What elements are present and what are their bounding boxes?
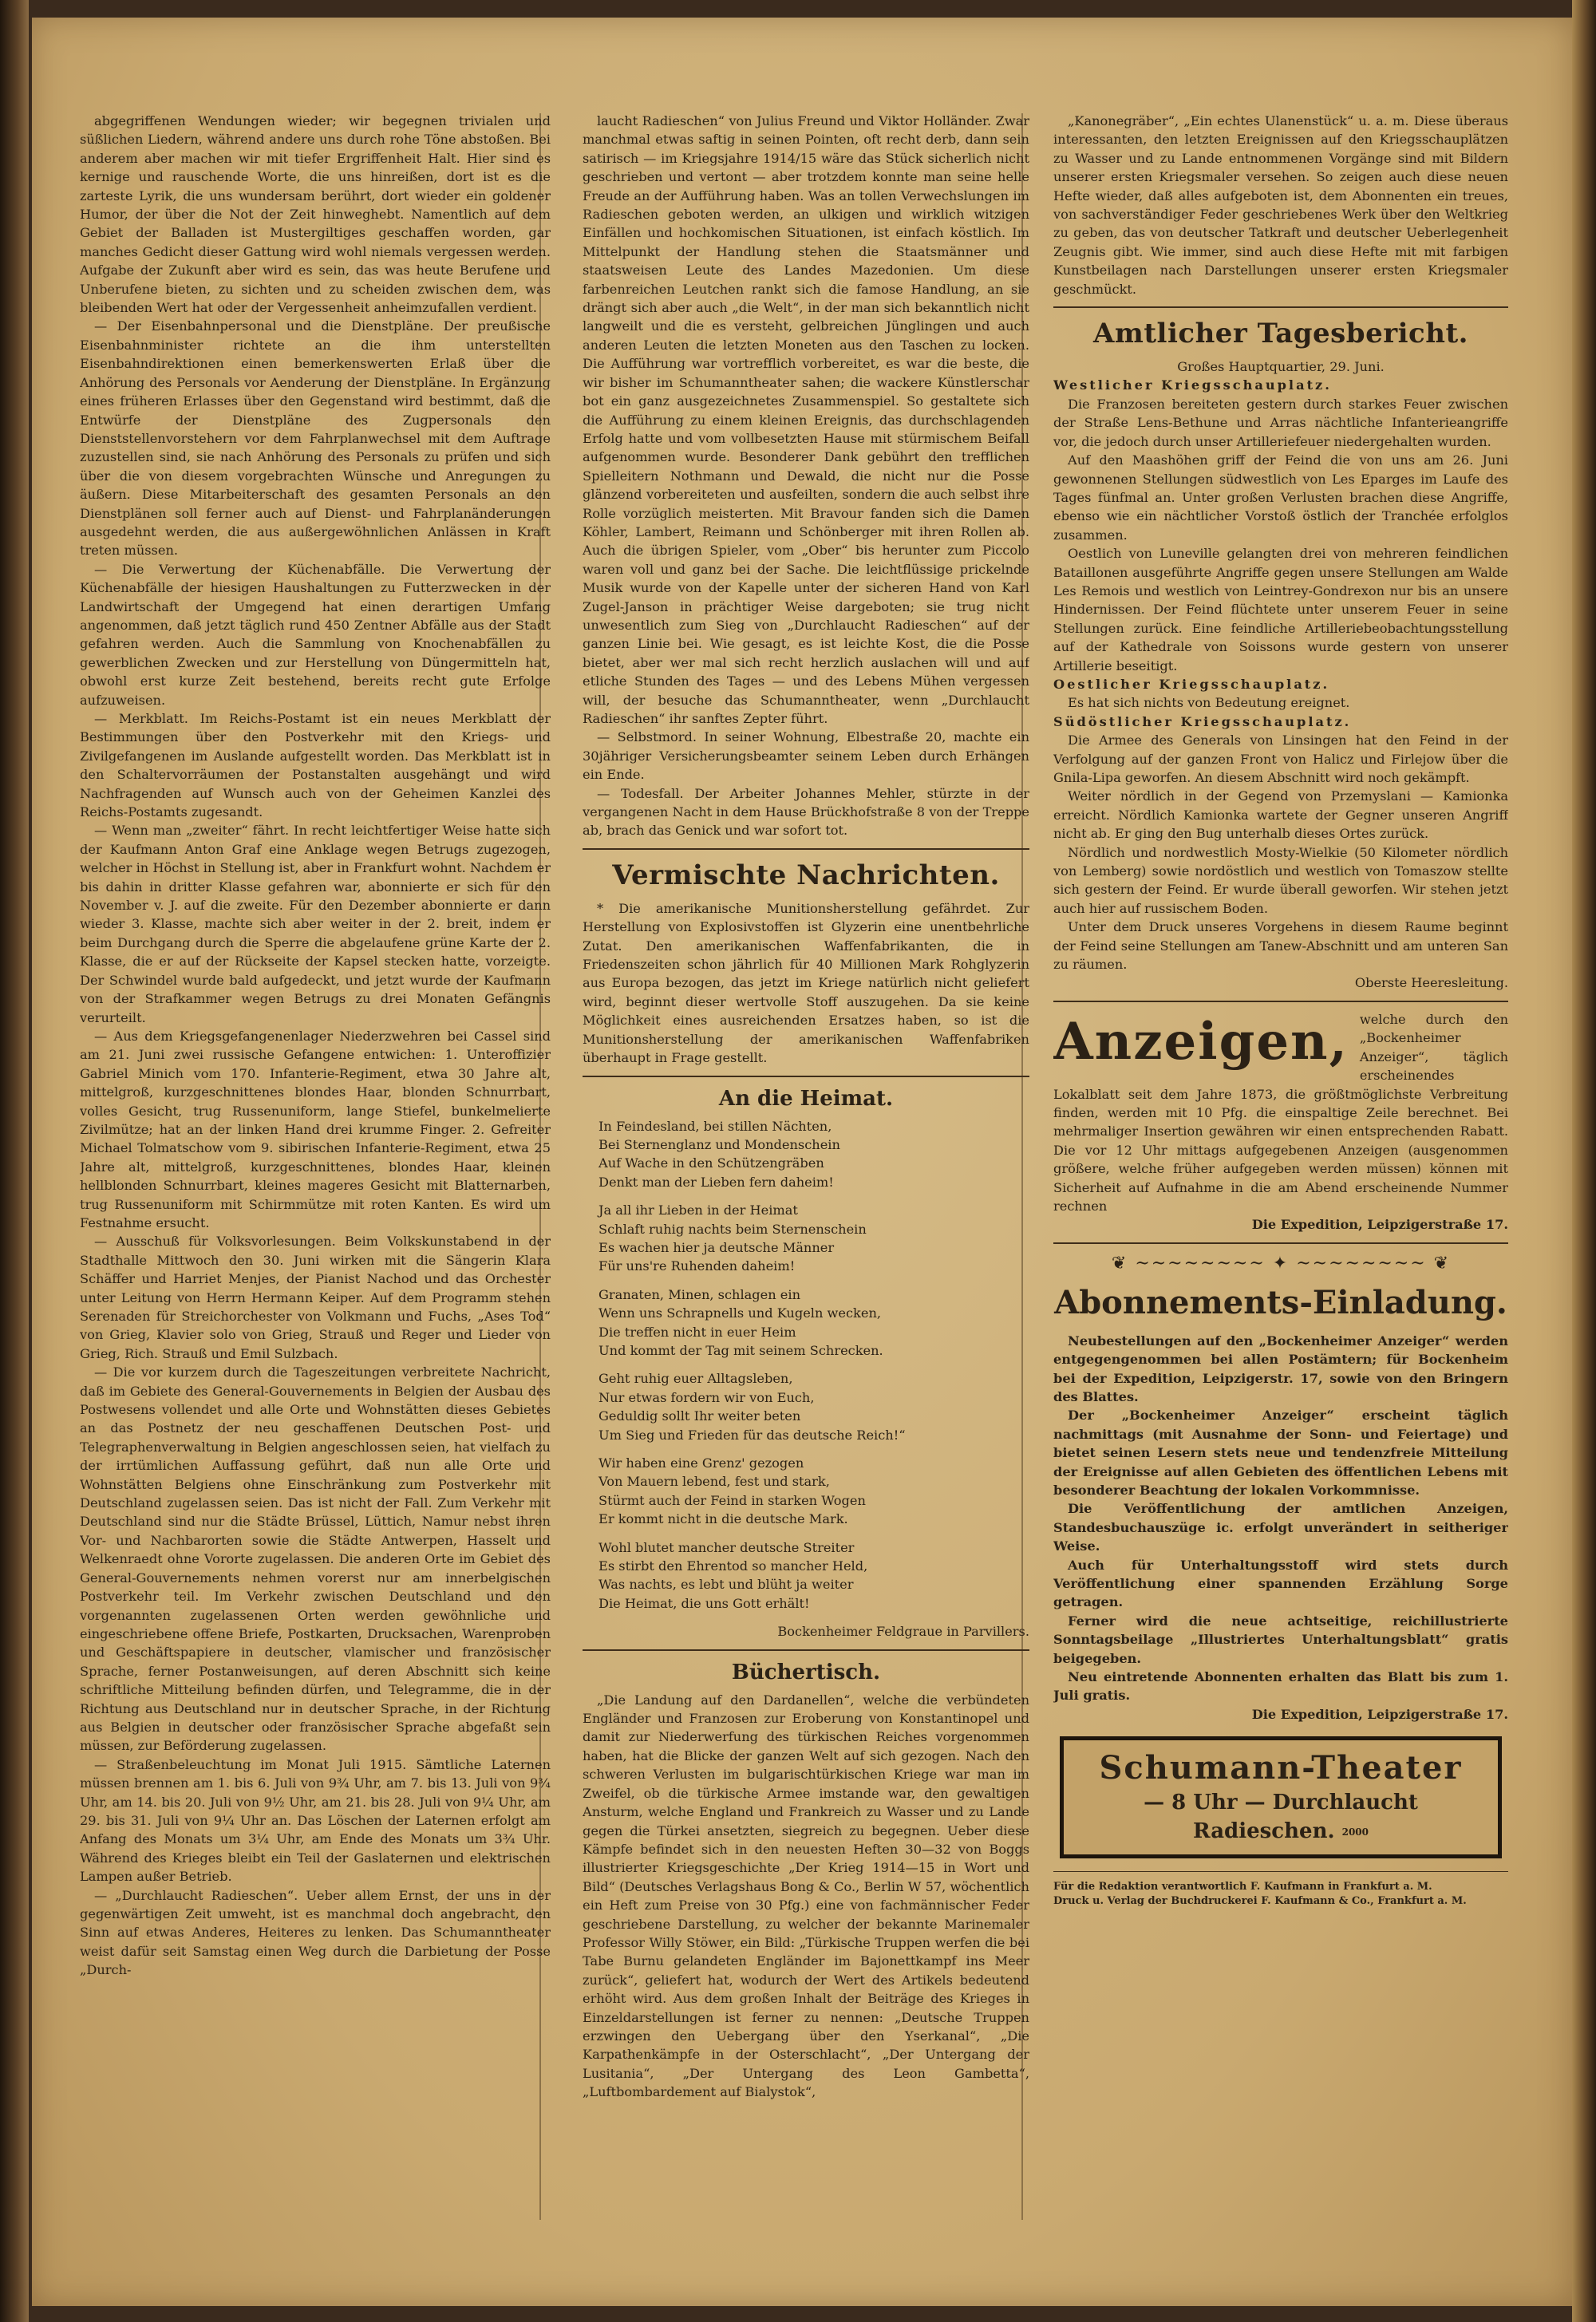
section-divider <box>1053 1242 1508 1244</box>
poem-line: Wenn uns Schrapnells und Kugeln wecken, <box>598 1305 882 1321</box>
column-middle <box>583 112 1029 2274</box>
theater-program-text: — 8 Uhr — Durchlaucht Radieschen. <box>1144 1791 1418 1844</box>
anzeigen-text: welche durch den „Bockenheimer Anzeiger“, täglich erscheinendes Lokalblatt seit dem Jahre 1873, die größtmöglichste Verbreitung finden, werden mit 10 Pfg. die einspaltige Zeile berechnet. Bei mehrmaliger Insertion gewähren wir einen entsprechenden Rabatt. Die vor 12 Uhr mittags aufgegebenen Anzeigen (ausgenommen größere, welche früher aufgegeben werden müssen) können mit Sicherheit auf Aufnahme in die am Abend erscheinende Nummer rechnen <box>1053 1011 1508 1214</box>
poem-line: Es stirbt den Ehrentod so mancher Held, <box>598 1558 868 1574</box>
article-paragraph: — „Durchlaucht Radieschen“. Ueber allem Ernst, der uns in der gegenwärtigen Zeit umweht, ist es manchmal doch angebracht, den Sinn auf etwas Anderes, Heiteres zu lenken. Das Schumanntheater weist dafür seit Samstag einen Weg durch die Darbietung der Posse „Durch- <box>80 1887 551 1978</box>
article-paragraph: — Aus dem Kriegsgefangenenlager Niederzwehren bei Cassel sind am 21. Juni zwei russische Gefangene entwichen: 1. Unteroffizier Gabriel Minich vom 170. Infanterie-Regiment, etwa 30 Jahre alt, mittelgroß, kurzgeschnittenes blondes Haar, blonden Schnurrbart, volles Gesicht, trug Russenuniform, lange Stiefel, bunkelmelierte Zivilmütze; hat an der linken Hand drei krumme Finger. 2. Gefreiter Michael Tolmatschow vom 9. sibirischen Infanterie-Regiment, etwa 25 Jahre alt, mittelgroß, kurzgeschnittenes, blondes Haar, kleinen hellblonden Schnurrbart, kleines mageres Gesicht mit Blatternarben, trug Russenuniform mit Schirmmütze mit roten Kanten. Es wird um Festnahme ersucht. <box>80 1028 551 1230</box>
article-paragraph: laucht Radieschen“ von Julius Freund und Viktor Holländer. Zwar manchmal etwas saftig in seinen Pointen, oft recht derb, dann sein satirisch — im Kriegsjahre 1914/15 wäre das Stück sicherlich nicht geschrieben und vertont — aber trotzdem konnte man seine helle Freude an der Aufführung haben. Was an tollen Verwechslungen im Radieschen geboten werden, an ulkigen und wirklich witzigen Einfällen und hochkomischen Situationen, ist einfach köstlich. Im Mittelpunkt der Handlung stehen die Staatsmänner und staatsweisen Leute des Landes Mazedonien. Um diese farbenreichen Leutchen rankt sich die famose Handlung, an sie drängt sich aber auch „die Welt“, in der man sich bekanntlich nicht langweilt und die es versteht, gelbreichen Jünglingen und auch anderen Leuten die letzten Moneten aus den Taschen zu locken. Die Aufführung war vortrefflich vorbereitet, es war die beste, die wir bisher im Schumanntheater sahen; die wackere Künstlerschar bot ein ganz ausgezeichnetes Zusammenspiel. So gestaltete sich die Aufführung zu einem kleinen Ereignis, das durchschlagenden Erfolg hatte und vom vollbesetzten Hause mit stürmischem Beifall aufgenommen wurde. Besonderer Dank gebührt den trefflichen Spielleitern Nothmann und Dewald, die nicht nur die Posse glänzend vorbereiteten und ausfeilten, sondern die auch selbst ihre Rolle vorzüglich meisterten. Mit Bravour fanden sich die Damen Köhler, Lambert, Reimann und Schönberger mit ihren Rollen ab. Auch die übrigen Spieler, vom „Ober“ bis herunter zum Piccolo waren voll und ganz bei der Sache. Die leichtflüssige prickelnde Musik wurde von der Kapelle unter der sicheren Hand von Karl Zugel-Janson in prächtiger Weise dargeboten; sie trug nicht unwesentlich zum Sieg von „Durchlaucht Radieschen“ auf der ganzen Linie bei. Wie gesagt, es ist leichte Kost, die die Posse bietet, aber wer mal sich recht herzlich auslachen will und auf etliche Stunden des Tages — und des Lebens Mühen vergessen will, der besuche das Schumanntheater, wenn „Durchlaucht Radieschen“ ihr sanftes Zepter führt. <box>583 113 1029 726</box>
article-paragraph: — Straßenbeleuchtung im Monat Juli 1915. Sämtliche Laternen müssen brennen am 1. bis 6. Juli von 9¾ Uhr, am 7. bis 13. Juli von 9¾ Uhr, am 14. bis 20. Juli von 9½ Uhr, am 21. bis 28. Juli von 9¼ Uhr, am 29. bis 31. Juli von 9¼ Uhr an. Das Löschen der Laternen erfolgt am Anfang des Monats um 3¼ Uhr, am Ende des Monats um 3¾ Uhr. Während des Krieges bleibt ein Teil der Gaslaternen und elektrischen Lampen außer Betrieb. <box>80 1756 551 1885</box>
poem-line: In Feindesland, bei stillen Nächten, <box>598 1118 832 1134</box>
poem-stanza <box>598 1117 1029 1192</box>
report-heading-suedost: Südöstlicher Kriegsschauplatz. <box>1053 713 1352 729</box>
article-paragraph: — Wenn man „zweiter“ fährt. In recht leichtfertiger Weise hatte sich der Kaufmann Anton Graf eine Anklage wegen Betrugs zugezogen, welcher in Höchst in Stellung ist, aber in Frankfurt wohnt. Nachdem er bis dahin in dritter Klasse gefahren war, abonnierte er sich für den November v. J. auf die zweite. Für den Dezember abonnierte er dann wieder 3. Klasse, machte sich aber weiter in der 2. breit, indem er beim Durchgang durch die Sperre die abgelaufene grüne Karte der 2. Klasse, die er auf der Rückseite der Kapsel stecken hatte, vorzeigte. Der Schwindel wurde bald aufgedeckt, und jetzt wurde der Kaufmann von der Strafkammer wegen Betrugs zu drei Monaten Gefängnis verurteilt. <box>80 823 551 1025</box>
article-paragraph: — Die vor kurzem durch die Tageszeitungen verbreitete Nachricht, daß im Gebiete des General-Gouvernements in Belgien der Ausbau des Postwesens vollendet und alle Orte und Wohnstätten dieses Gebietes an das Postnetz der neu geschaffenen Deutschen Post- und Telegraphenverwaltung in Belgien angeschlossen seien, hat vielfach zu der irrtümlichen Auffassung geführt, daß nun alle Orte und Wohnstätten Belgiens ohne Einschränkung zum Postverkehr mit Deutschland zugelassen seien. Das ist nicht der Fall. Zum Verkehr mit Deutschland sind nur die Städte Brüssel, Lüttich, Namur nebst ihren Vor- und Nachbarorten sowie die Städte Antwerpen, Hasselt und Welkenraedt ohne Vororte zugelassen. Die anderen Orte im Gebiet des General-Gouvernements nehmen vorerst nur am innerbelgischen Postverkehr teil. Im Verkehr zwischen Deutschland und den vorgenannten zugelassenen Orten werden gewöhnliche und eingeschriebene offene Briefe, Postkarten, Drucksachen, Warenproben und Geschäftspapiere in deutscher, vlamischer und französischer Sprache, ferner Postanweisungen, auf deren Abschnitt sich keine schriftliche Mitteilung befinden dürfen, und Telegramme, die in der Richtung aus Deutschland nur in deutscher Sprache, in der Richtung aus Belgien in deutscher oder französischer Sprache abgefaßt sein müssen, zur Beförderung zugelassen. <box>80 1364 551 1754</box>
report-paragraph: Nördlich und nordwestlich Mosty-Wielkie (50 Kilometer nördlich von Lemberg) sowie nordöstlich und westlich von Tomaszow stellte sich gestern der Feind. Er wurde überall geworfen. Wir stehen jetzt auch hier auf russischem Boden. <box>1053 844 1508 916</box>
section-divider <box>583 1649 1029 1651</box>
poem-line: Stürmt auch der Feind in starken Wogen <box>598 1492 866 1508</box>
poem-line: Wir haben eine Grenz' gezogen <box>598 1455 804 1471</box>
abonnement-paragraph: Ferner wird die neue achtseitige, reichillustrierte Sonntagsbeilage „Illustriertes Unterhaltungsblatt“ gratis beigegeben. <box>1053 1613 1508 1666</box>
article-paragraph: * Die amerikanische Munitionsherstellung gefährdet. Zur Herstellung von Explosivstoffen ist Glyzerin eine unentbehrliche Zutat. Den amerikanischen Waffenfabrikanten, die in Friedenszeiten schon jährlich für 40 Millionen Mark Rohglyzerin aus Europa bezogen, das jetzt im Kriege natürlich nicht geliefert wird, beginnt dieser wertvolle Stoff auszugehen. Da sie keine Möglichkeit eines ausreichenden Ersatzes haben, so ist die Munitionsherstellung der amerikanischen Waffenfabriken überhaupt in Frage gestellt. <box>583 900 1029 1066</box>
abonnement-paragraph: Der „Bockenheimer Anzeiger“ erscheint täglich nachmittags (mit Ausnahme der Sonn- und Feiertage) und bietet seinen Lesern stets neue und tendenzfreie Mitteilung der Ereignisse auf allen Gebieten des öffentlichen Lebens mit besonderer Beachtung der lokalen Vorkommnisse. <box>1053 1408 1508 1498</box>
article-paragraph: — Die Verwertung der Küchenabfälle. Die Verwertung der Küchenabfälle der hiesigen Haushaltungen zu Futterzwecken in der Landwirtschaft der Umgegend hat einen derartigen Umfang angenommen, daß jetzt täglich rund 450 Zentner Abfälle aus der Stadt gefahren werden. Auch die Sammlung von Knochenabfällen zu gewerblichen Zwecken und zur Herstellung von Düngermitteln hat, obwohl erst kurze Zeit bestehend, bereits recht gute Erfolge aufzuweisen. <box>80 561 551 708</box>
poem-line: Und kommt der Tag mit seinem Schrecken. <box>598 1342 883 1358</box>
abonnement-title: Abonnements-Einladung. <box>1054 1283 1507 1321</box>
article-paragraph: abgegriffenen Wendungen wieder; wir begegnen trivialen und süßlichen Liedern, während andere uns durch rohe Töne abstoßen. Bei anderem aber machen wir mit tiefer Ergriffenheit Halt. Hier sind es kernige und rauschende Worte, die uns hinreißen, dort ist es die zarteste Lyrik, die uns wundersam berührt, dort wieder ein goldener Humor, der über die Not der Zeit hinweghebt. Namentlich auf dem Gebiet der Balladen ist Mustergiltiges geschaffen worden, gar manches Gedicht dieser Gattung wird wohl niemals vergessen werden. Aufgabe der Zukunft aber wird es sein, das was heute Berufene und Unberufene bieten, zu sichten und zu scheiden zwischen dem, was bleibenden Wert hat oder der Vergessenheit anheimzufallen verdient. <box>80 113 551 316</box>
report-paragraph: Auf den Maashöhen griff der Feind die von uns am 26. Juni gewonnenen Stellungen südwestlich von Les Eparges im Laufe des Tages fünfmal an. Unter großen Verlusten brachen diese Angriffe, ebenso wie ein nächtlicher Vorstoß östlich der Tranchée erfolglos zusammen. <box>1053 452 1508 543</box>
anzeigen-expedition: Die Expedition, Leipzigerstraße 17. <box>1251 1217 1508 1233</box>
theater-program <box>1073 1788 1488 1846</box>
book-page-edge <box>1572 0 1596 2322</box>
article-paragraph: „Die Landung auf den Dardanellen“, welche die verbündeten Engländer und Franzosen zur Eroberung von Konstantinopel und damit zur Niederwerfung des türkischen Reiches vorgenommen haben, hat die Blicke der ganzen Welt auf sich gezogen. Nach den schweren Verlusten im bulgarischtürkischen Kriege war man im Zweifel, ob die türkische Armee imstande war, den gewaltigen Ansturm, welche England und Frankreich zu Wasser und zu Lande gegen die Türkei ansetzten, siegreich zu begegnen. Ueber diese Kämpfe befindet sich in den neuesten Heften 30—32 von Boggs illustrierter Kriegsgeschichte „Der Krieg 1914—15 in Wort und Bild“ (Deutsches Verlagshaus Bong & Co., Berlin W 57, wöchentlich ein Heft zum Preise von 30 Pfg.) eine von fachmännischer Feder geschriebene Darstellung, zu welcher der bekannte Marinemaler Professor Willy Stöwer, ein Bild: „Türkische Truppen werfen die bei Tabe Burnu gelandeten Engländer im Bajonettkampf ins Meer zurück“, geliefert hat, wodurch der Wert des Artikels bedeutend erhöht wird. Aus dem großen Inhalt der Beiträge des Krieges in Einzeldarstellungen ist ferner zu nennen: „Deutsche Truppen erzwingen den Uebergang über den Yserkanal“, „Die Karpathenkämpfe in der Osterschlacht“, „Der Untergang der Lusitania“, „Der Untergang des Leon Gambetta“, „Luftbombardement auf Bialystok“, <box>583 1692 1029 2100</box>
report-paragraph: Die Franzosen bereiteten gestern durch starkes Feuer zwischen der Straße Lens-Bethune und Arras nächtliche Infanterieangriffe vor, die jedoch durch unser Artilleriefeuer niedergehalten wurden. <box>1053 396 1508 449</box>
theater-name: Schumann-Theater <box>1099 1749 1463 1787</box>
report-signature: Oberste Heeresleitung. <box>1354 975 1508 991</box>
newspaper-page <box>32 18 1572 2306</box>
report-paragraph: Oestlich von Luneville gelangten drei von mehreren feindlichen Bataillonen ausgeführte Angriffe gegen unsere Stellungen am Walde Les Remois und westlich von Leintrey-Gondrexon nur bis an unsere Hindernissen. Der Feind flüchtete unter unserem Feuer in seine Stellungen zurück. Eine feindliche Artilleriebeobachtungsstellung auf der Kathedrale von Soissons wurde gestern von unserer Artillerie beseitigt. <box>1053 546 1508 673</box>
book-binding-edge <box>0 0 29 2322</box>
abonnement-paragraph: Neubestellungen auf den „Bockenheimer Anzeiger“ werden entgegengenommen bei allen Postämtern; für Bockenheim bei der Expedition, Leipzigerstr. 17, sowie von den Bringern des Blattes. <box>1053 1333 1508 1404</box>
poem-line: Auf Wache in den Schützengräben <box>598 1155 824 1171</box>
poem-line: Granaten, Minen, schlagen ein <box>598 1286 800 1302</box>
poem-line: Um Sieg und Frieden für das deutsche Reich!“ <box>598 1427 906 1443</box>
poem-stanza <box>598 1454 1029 1529</box>
section-divider <box>1053 306 1508 308</box>
article-paragraph: — Todesfall. Der Arbeiter Johannes Mehler, stürzte in der vergangenen Nacht in dem Hause Brückhofstraße 8 von der Treppe ab, brach das Genick und war sofort tot. <box>583 785 1029 839</box>
abonnement-paragraph: Auch für Unterhaltungsstoff wird stets durch Veröffentlichung einer spannenden Erzählung Sorge getragen. <box>1053 1557 1508 1610</box>
poem-line: Die treffen nicht in euer Heim <box>598 1324 796 1340</box>
report-paragraph: Weiter nördlich in der Gegend von Przemyslani — Kamionka erreicht. Nördlich Kamionka wartete der Gegner unseren Angriff nicht ab. Er ging den Bug unterhalb dieses Ortes zurück. <box>1053 788 1508 842</box>
article-paragraph: „Kanonegräber“, „Ein echtes Ulanenstück“ u. a. m. Diese überaus interessanten, den letzten Ereignissen auf den Kriegsschauplätzen zu Wasser und zu Lande entnommenen Vorgänge sind mit Bildern unserer ersten Kriegsmaler versehen. So zeigen auch diese neuen Hefte wieder, daß alles aufgeboten ist, dem Abonnenten ein treues, von sachverständiger Feder geschriebenes Werk über den Weltkrieg zu geben, das von deutscher Tatkraft und deutscher Ueberlegenheit Zeugnis gibt. Wie immer, sind auch diese Hefte mit mit farbigen Kunstbeilagen nach Darstellungen unserer ersten Kriegsmaler geschmückt. <box>1053 113 1508 297</box>
article-paragraph: — Selbstmord. In seiner Wohnung, Elbestraße 20, machte ein 30jähriger Versicherungsbeamter seinem Leben durch Erhängen ein Ende. <box>583 729 1029 783</box>
poem-line: Wohl blutet mancher deutsche Streiter <box>598 1539 855 1555</box>
poem-line: Ja all ihr Lieben in der Heimat <box>598 1202 798 1218</box>
poem-line: Geht ruhig euer Alltagsleben, <box>598 1371 793 1387</box>
imprint-line: Für die Redaktion verantwortlich F. Kaufmann in Frankfurt a. M. <box>1053 1881 1432 1894</box>
column-right <box>1053 112 1508 2274</box>
report-paragraph: Unter dem Druck unseres Vorgehens in diesem Raume beginnt der Feind seine Stellungen am Tanew-Abschnitt und am unteren San zu räumen. <box>1053 919 1508 973</box>
poem <box>598 1117 1029 1613</box>
report-heading-west: Westlicher Kriegsschauplatz. <box>1053 377 1332 393</box>
poem-line: Die Heimat, die uns Gott erhält! <box>598 1595 810 1611</box>
poem-line: Nur etwas fordern wir von Euch, <box>598 1389 815 1405</box>
article-paragraph: — Ausschuß für Volksvorlesungen. Beim Volkskunstabend in der Stadthalle Mittwoch den 30. Juni wirken mit die Sängerin Klara Schäffer und Harriet Menjes, der Pianist Nachod und das Orchester unter Leitung von Herrn Hermann Keiper. Auf dem Programm stehen Serenaden für Streichorchester von Volkmann und Fuchs, „Ases Tod“ von Grieg, Klavier solo von Grieg, Strauß und Reger und Lieder von Grieg, Rich. Strauß und Emil Sulzbach. <box>80 1234 551 1361</box>
anzeigen-headline: Anzeigen, <box>1053 1011 1349 1072</box>
anzeigen-ad <box>1053 1010 1508 1234</box>
article-paragraph: — Merkblatt. Im Reichs-Postamt ist ein neues Merkblatt der Bestimmungen über den Postverkehr mit den Kriegs- und Zivilgefangenen im Auslande aufgestellt worden. Das Merkblatt ist in den Schaltervorräumen der Postanstalten ausgehängt und wird Nachfragenden auf Wunsch auch von der Geheimen Kanzlei des Reichs-Postamts zugesandt. <box>80 711 551 820</box>
poem-line: Von Mauern lebend, fest und stark, <box>598 1474 830 1490</box>
report-dateline: Großes Hauptquartier, 29. Juni. <box>1177 359 1385 375</box>
article-paragraph: — Der Eisenbahnpersonal und die Dienstpläne. Der preußische Eisenbahnminister richtete an die ihm unterstellten Eisenbahndirektionen einen bemerkenswerten Erlaß über die Anhörung des Personals vor Aenderung der Dienstpläne. In Ergänzung eines früheren Erlasses über den Gegenstand wird bestimmt, daß die Entwürfe der Dienstpläne des Zugpersonals den Dienststellenvorstehern vor dem Fahrplanwechsel mit dem Auftrage zuzustellen sind, sie nach Anhörung des Personals zu prüfen und sich über die von diesem vorgebrachten Wünsche und Anregungen zu äußern. Diese Mitarbeiterschaft des gesamten Personals an den Dienstplänen soll ferner auch auf Dienst- und Fahrplanänderungen ausgedehnt werden, die aus außergewöhnlichen Anlässen in Kraft treten müssen. <box>80 318 551 559</box>
poem-line: Geduldig sollt Ihr weiter beten <box>598 1408 801 1424</box>
section-divider <box>1053 1001 1508 1002</box>
poem-signature: Bockenheimer Feldgraue in Parvillers. <box>777 1624 1029 1640</box>
column-left <box>80 112 551 2274</box>
theater-ad-code: 2000 <box>1341 1826 1369 1838</box>
section-divider <box>583 1076 1029 1077</box>
abonnement-paragraph: Die Veröffentlichung der amtlichen Anzeigen, Standesbuchauszüge ic. erfolgt unverändert in seitheriger Weise. <box>1053 1501 1508 1554</box>
section-title-vermischte: Vermischte Nachrichten. <box>612 859 1000 891</box>
report-heading-ost: Oestlicher Kriegsschauplatz. <box>1053 676 1330 692</box>
section-divider <box>583 848 1029 850</box>
poem-line: Schlaft ruhig nachts beim Sternenschein <box>598 1221 867 1237</box>
poem-line: Es wachen hier ja deutsche Männer <box>598 1239 835 1255</box>
abonnement-paragraph: Neu eintretende Abonnenten erhalten das Blatt bis zum 1. Juli gratis. <box>1053 1669 1508 1704</box>
section-title-tagesbericht: Amtlicher Tagesbericht. <box>1092 318 1469 350</box>
report-paragraph: Die Armee des Generals von Linsingen hat den Feind in der Verfolgung auf der ganzen Front von Halicz und Firlejow über die Gnila-Lipa geworfen. An diesem Abschnitt wird noch gekämpft. <box>1053 733 1508 785</box>
poem-line: Was nachts, es lebt und blüht ja weiter <box>598 1577 854 1593</box>
poem-stanza <box>598 1201 1029 1276</box>
poem-stanza <box>598 1538 1029 1613</box>
abonnement-expedition: Die Expedition, Leipzigerstraße 17. <box>1251 1706 1508 1722</box>
poem-line: Bei Sternenglanz und Mondenschein <box>598 1136 840 1152</box>
poem-line: Für uns're Ruhenden daheim! <box>598 1258 796 1274</box>
imprint-line: Druck u. Verlag der Buchdruckerei F. Kaufmann & Co., Frankfurt a. M. <box>1053 1895 1467 1908</box>
report-paragraph: Es hat sich nichts von Bedeutung ereignet. <box>1068 695 1350 711</box>
section-title-buecher: Büchertisch. <box>731 1660 881 1684</box>
poem-line: Denkt man der Lieben fern daheim! <box>598 1174 834 1190</box>
poem-stanza <box>598 1285 1029 1360</box>
theater-ad <box>1060 1736 1502 1858</box>
poem-title: An die Heimat. <box>718 1086 894 1111</box>
ornament-divider: ❦ ~~~~~~~~ ✦ ~~~~~~~~ ❦ <box>1111 1253 1451 1274</box>
poem-line: Er kommt nicht in die deutsche Mark. <box>598 1511 848 1527</box>
poem-stanza <box>598 1369 1029 1444</box>
section-divider <box>1053 1871 1508 1872</box>
